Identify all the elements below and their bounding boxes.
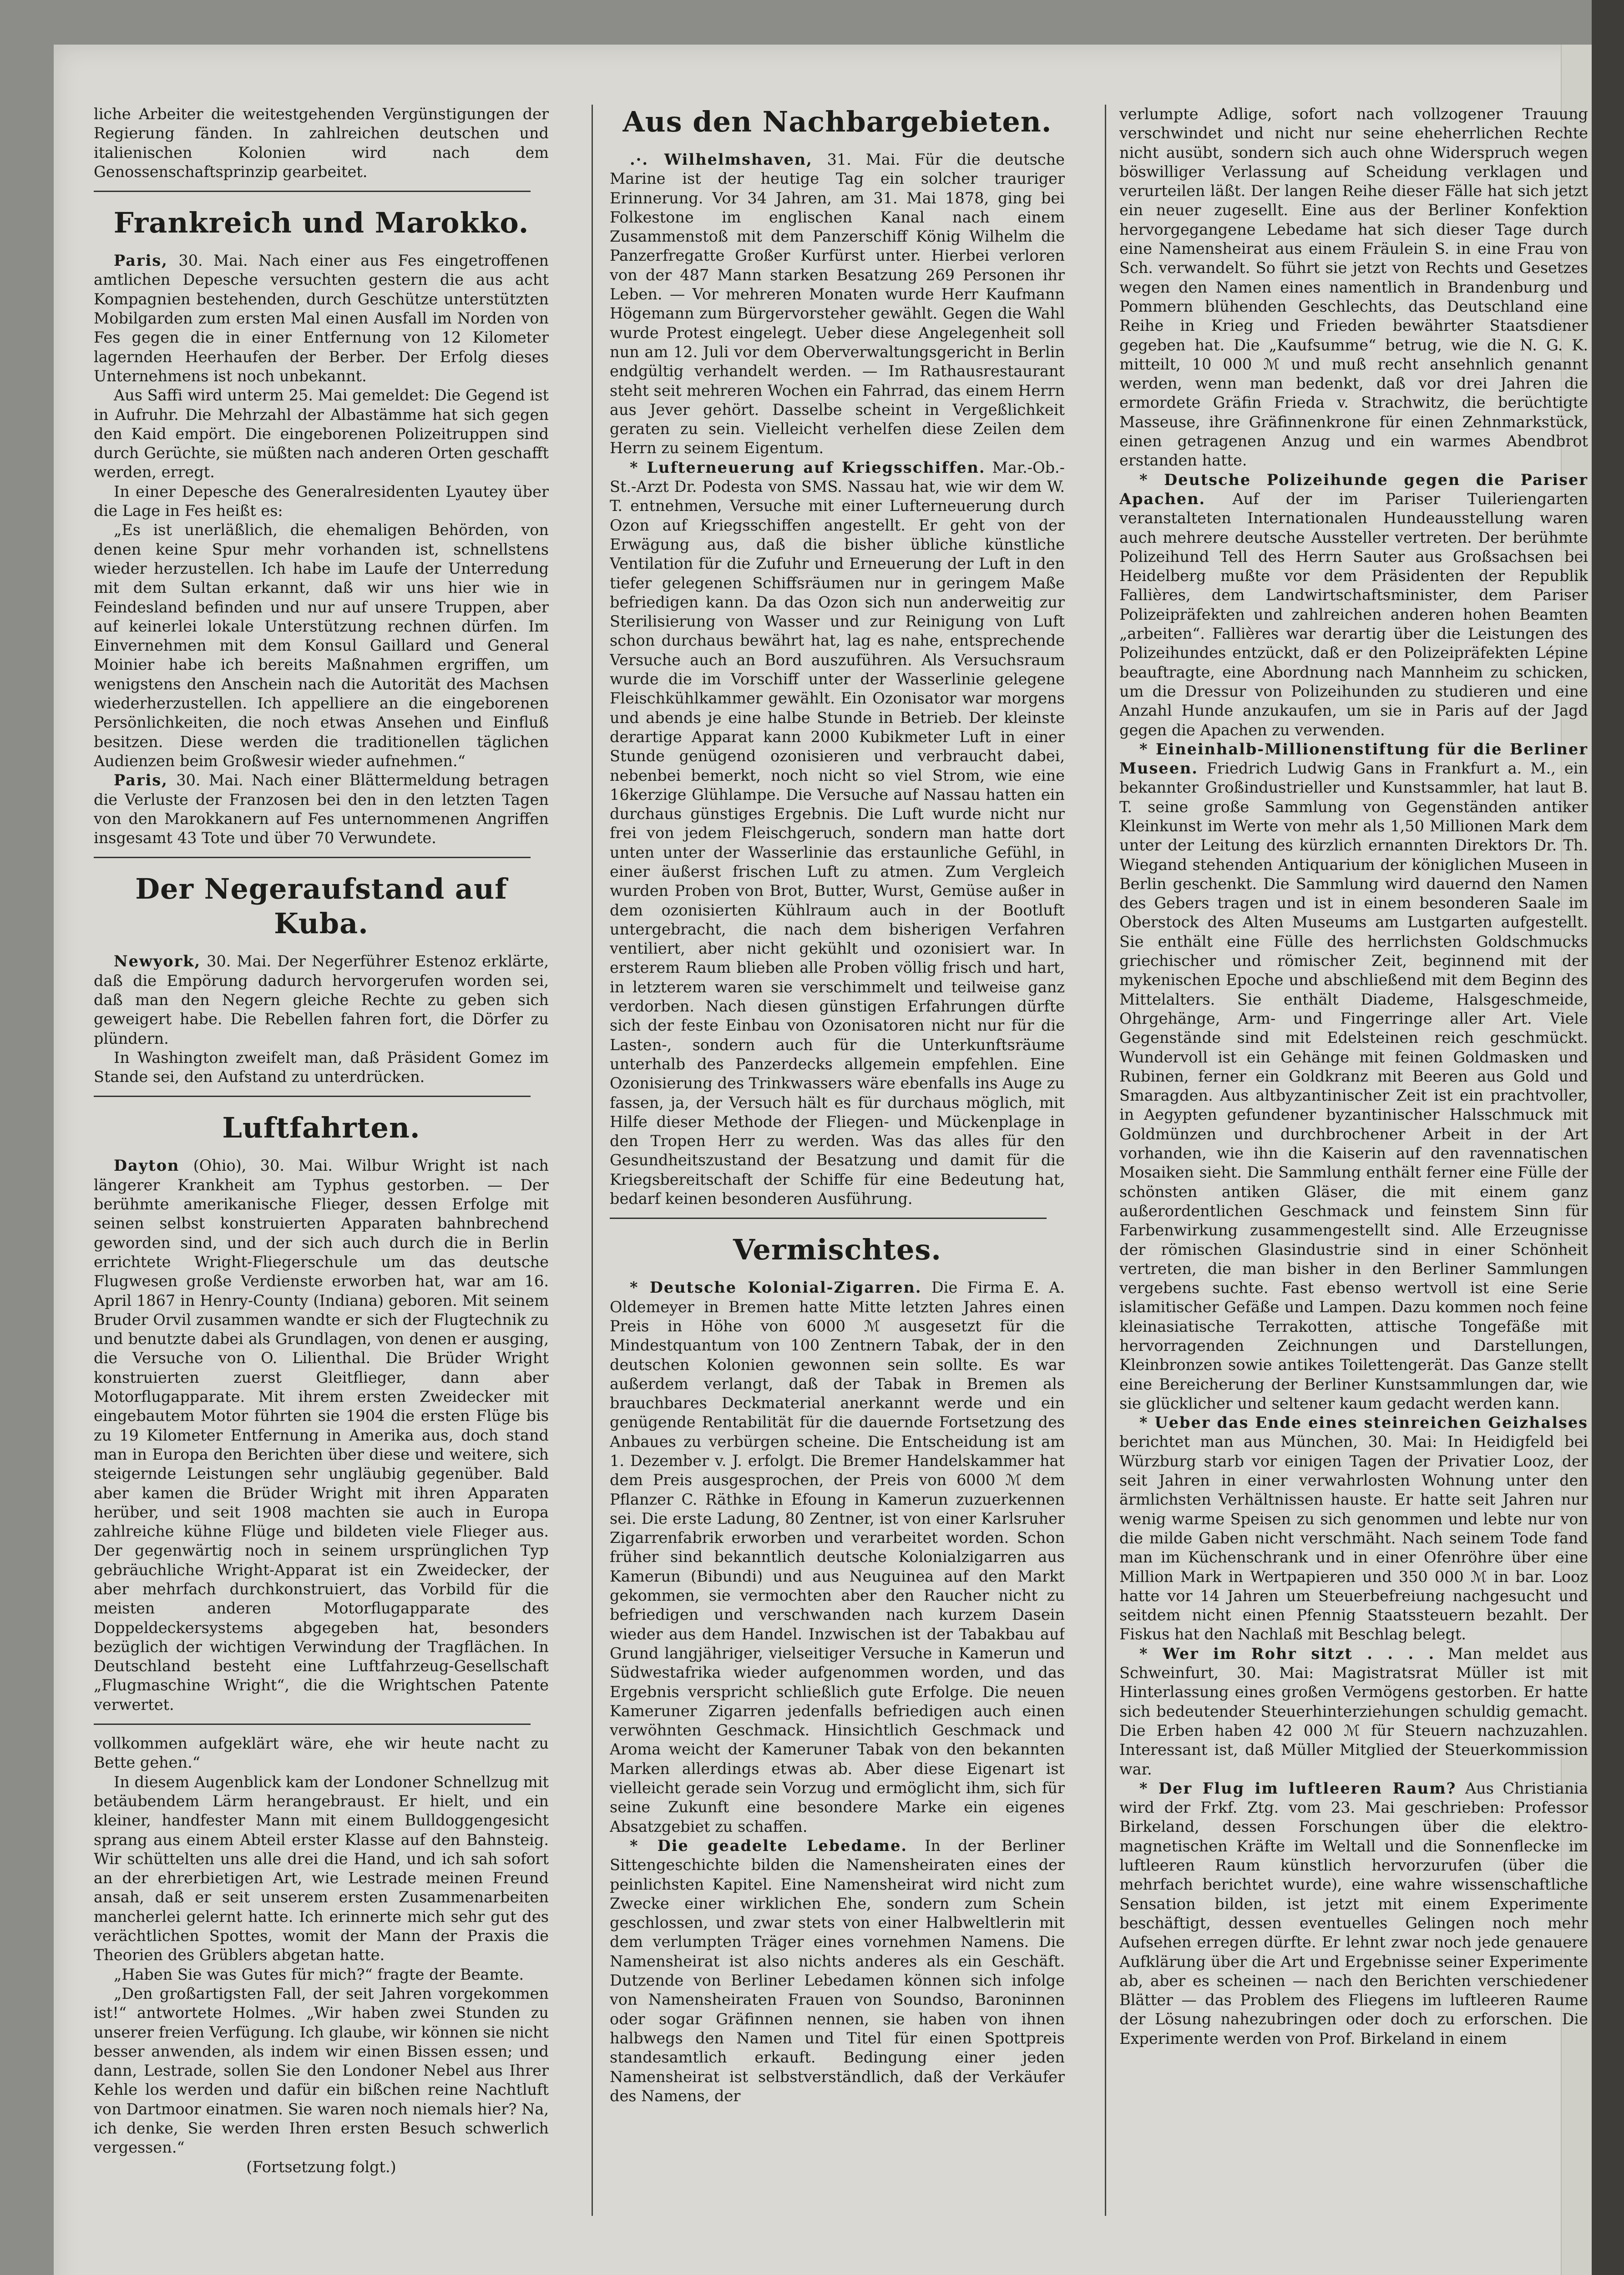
serial-paragraph: „Den großartigsten Fall, der seit Jahren vorgekommen ist!“ antwortete Holmes. „Wir haben zwei Stunden zu unserer freien Verfügung. Ich glaube, wir können sie nicht besser anwenden, als indem wir einen Bissen essen; und dann, Lestrade, sollen Sie den Londoner Nebel aus Ihrer Kehle los werden und dafür ein bißchen reine Nachtluft von Dartmoor einatmen. Sie waren noch niemals hier? Na, ich denke, Sie werden Ihren ersten Besuch schwerlich vergessen.“ — [94, 1984, 549, 2157]
paragraph-text: 30. Mai. Nach einer Blättermeldung betragen die Verluste der Franzosen bei den in den letzten Tagen von den Marokkanern auf Fes unternommenen Angriffen insgesamt 43 Tote und über 70 Verwundete. — [94, 771, 549, 847]
paragraph-text: Auf der im Pariser Tuileriengarten veranstalteten Internationalen Hundeausstellung waren auch mehrere deutsche Aussteller vertreten. Der berühmte Polizeihund Tell des Herrn Sauter aus Großsachsen bei Heidelberg mußte vor dem Präsidenten der Republik Fallières, dem Landwirtschaftsminister, dem Pariser Polizeipräfekten und zahlreichen anderen hohen Beamten „arbeiten“. Fallières war derartig über die Leistungen des Polizeihundes entzückt, daß er den Polizeipräfekten Lépine beauftragte, eine Abordnung nach Mannheim zu schicken, um die Dressur von Polizeihunden zu studieren und eine Anzahl Hunde anzukaufen, um sie in Paris auf der Jagd gegen die Apachen zu verwenden. — [1119, 490, 1588, 739]
intro-text: liche Arbeiter die weitestgehenden Vergünstigungen der Regierung fänden. In zahlreichen deutschen und italienischen Kolonien wird nach dem Genossenschaftsprinzip gearbeitet. — [94, 105, 549, 181]
article-paragraph — [610, 458, 1065, 1209]
scan-border — [1592, 0, 1624, 2275]
dateline: Paris, — [114, 252, 168, 270]
item-title: * Deutsche Polizeihunde gegen die Pariser Apachen. — [1119, 470, 1588, 508]
article-paragraph — [94, 251, 549, 386]
headline-kuba: Der Negeraufstand auf Kuba. — [135, 872, 507, 940]
item-title: * Ueber das Ende eines steinreichen Geizhalses — [1139, 1414, 1588, 1432]
paragraph-text: Man meldet aus Schweinfurt, 30. Mai: Magistratsrat Müller ist mit Hinterlassung eines großen Vermögens gestorben. Er hatte sich bedeutender Steuerhinterziehungen schuldig gemacht. Die Erben haben 42 000 ℳ für Steuern nachzuzahlen. Interessant ist, daß Müller Mitglied der Steuerkommission war. — [1119, 1644, 1588, 1778]
headline-frankreich: Frankreich und Marokko. — [113, 206, 529, 240]
item-title: * Eineinhalb-Millionenstiftung für die Berliner Museen. — [1119, 740, 1588, 778]
article-paragraph — [1119, 740, 1588, 1413]
column-1 — [94, 105, 549, 2261]
paragraph-text: berichtet man aus München, 30. Mai: In Heidigfeld bei Würzburg starb vor einigen Tagen der Privatier Looz, der seit Jahren in einer verwahrlosten Wohnung unter den ärmlichsten Verhältnissen hauste. Er hatte seit Jahren nur wenig warme Speisen zu sich genommen und lebte nur von die milde Gaben nicht verschmäht. Nach seinem Tode fand man im Küchenschrank und in einer Ofenröhre über eine Million Mark in Wertpapieren und 350 000 ℳ in bar. Looz hatte vor 14 Jahren um Steuerbefreiung nachgesucht und seitdem nicht einen Pfennig Staatssteuern bezahlt. Der Fiskus hat den Nachlaß mit Beschlag belegt. — [1119, 1433, 1588, 1643]
article-paragraph: In einer Depesche des Generalresidenten Lyautey über die Lage in Fes heißt es: — [94, 482, 549, 520]
paragraph-text: (Ohio), 30. Mai. Wilbur Wright ist nach längerer Krankheit am Typhus gestorben. — Der berühmte amerikanische Flieger, dessen Erfolge mit seinen selbst konstruierten Apparaten bahnbrechend geworden sind, und der sich auch durch die in Berlin errichtete Wright-Fliegerschule um das deutsche Flugwesen große Verdienste erworben hat, war am 16. April 1867 in Henry-County (Indiana) geboren. Mit seinem Bruder Orvil zusammen wandte er sich der Flugtechnik zu und benutzte dabei als Grundlagen, von denen er ausging, die Versuche von O. Lilienthal. Die Brüder Wright konstruierten zuerst Gleitflieger, dann aber Motorflugapparate. Mit ihrem ersten Zweidecker mit eingebautem Motor führten sie 1904 die ersten Flüge bis zu 19 Kilometer Entfernung in Amerika aus, doch stand man in Europa den Berichten über diese und weitere, sich steigernde Leistungen sehr ungläubig gegenüber. Bald aber kamen die Brüder Wright mit ihren Apparaten herüber, und seit 1908 machten sie auch in Europa zahlreiche kühne Flüge und bildeten viele Flieger aus. Der gegenwärtig noch in seinem ursprünglichen Typ gebräuchliche Wright-Apparat ist ein Zweidecker, der aber mehrfach durchkonstruiert, das Vorbild für die meisten anderen Motorflugapparate des Doppeldeckersystems abgegeben hat, besonders bezüglich der wichtigen Verwindung der Tragflächen. In Deutschland besteht eine Luftfahrzeug-Gesellschaft „Flugmaschine Wright“, die die Wrightschen Patente verwertet. — [94, 1157, 549, 1714]
dateline: Paris, — [114, 771, 168, 789]
serial-continuation-note: (Fortsetzung folgt.) — [246, 2158, 396, 2176]
section-rule — [94, 1724, 531, 1725]
paragraph-text: 31. Mai. Für die deutsche Marine ist der heutige Tag ein solcher trauriger Erinnerung. Vor 34 Jahren, am 31. Mai 1878, ging bei Folkestone im englischen Kanal nach einem Zusammenstoß mit dem Panzerschiff König Wilhelm die Panzerfregatte Großer Kurfürst unter. Hierbei verloren von der 487 Mann starken Besatzung 269 Personen ihr Leben. — Vor mehreren Monaten wurde Herr Kaufmann Högemann zum Bürgervorsteher gewählt. Gegen die Wahl wurde Protest eingelegt. Ueber diese Angelegenheit soll nun am 12. Juli vor dem Oberverwaltungsgericht in Berlin endgültig verhandelt werden. — Im Rathausrestaurant steht seit mehreren Wochen ein Fahrrad, das einem Herrn aus Jever gehört. Dasselbe scheint in Vergeßlichkeit geraten zu sein. Vielleicht verhelfen diese Zeilen dem Herrn zu seinem Eigentum. — [610, 151, 1065, 457]
paragraph-text: 30. Mai. Nach einer aus Fes eingetroffenen amtlichen Depesche versuchten gestern die aus acht Kompagnien bestehenden, durch Geschütze unterstützten Mobilgarden zum ersten Mal einen Ausfall im Norden von Fes gegen die in einer Entfernung von 12 Kilometer lagernden Heerhaufen der Berber. Der Erfolg dieses Unternehmens ist noch unbekannt. — [94, 252, 549, 385]
column-divider — [1105, 105, 1106, 2216]
column-divider — [592, 105, 593, 2216]
dateline: .·. Wilhelmshaven, — [630, 151, 813, 168]
item-title: * Der Flug im luftleeren Raum? — [1139, 1779, 1457, 1797]
article-paragraph: „Es ist unerläßlich, die ehemaligen Behörden, von denen keine Spur mehr vorhanden ist, schnellstens wieder herzustellen. Ich habe im Laufe der Unterredung mit dem Sultan erkannt, daß wir uns hier wie in Feindesland befinden und nur auf unsere Truppen, aber auf keinerlei lokale Unterstützung rechnen dürfen. Im Einvernehmen mit dem Konsul Gaillard und General Moinier habe ich bereits Maßnahmen ergriffen, um wenigstens den Anschein nach die Autorität des Machsen wiederherzustellen. Ich appelliere an die eingeborenen Persönlichkeiten, die noch etwas Ansehen und Einfluß besitzen. Diese werden die traditionellen täglichen Audienzen beim Großwesir wieder aufnehmen.“ — [94, 521, 549, 770]
article-paragraph — [1119, 1644, 1588, 1779]
paragraph-text: Friedrich Ludwig Gans in Frankfurt a. M., ein bekannter Großindustrieller und Kunstsammler, hat laut B. T. seine große Sammlung von Gegenständen antiker Kleinkunst im Werte von mehr als 1,50 Millionen Mark dem unter der Leitung des kürzlich ernannten Direktors Dr. Th. Wiegand stehenden Antiquarium der königlichen Museen in Berlin geschenkt. Die Sammlung wird dauernd den Namen des Gebers tragen und ist in einem besonderen Saale im Oberstock des Alten Museums am Lustgarten aufgestellt. Sie enthält eine Fülle des herrlichsten Goldschmucks griechischer und römischer Zeit, beginnend mit der mykenischen Epoche und abschließend mit dem Beginn des Mittelalters. Sie enthält Diademe, Halsgeschmeide, Ohrgehänge, Arm- und Fingerringe aller Art. Viele Gegenstände sind mit Edelsteinen reich geschmückt. Wundervoll ist ein Gehänge mit feinen Goldmasken und Rubinen, ferner ein Goldkranz mit Beeren aus Gold und Smaragden. Aus altbyzantinischer Zeit ist ein prachtvoller, in Aegypten gefundener byzantinischer Halsschmuck mit Goldmünzen und durchbrochener Arbeit in der Art vorhanden, wie ihn die Kaiserin auf den ravennatischen Mosaiken sieht. Die Sammlung enthält ferner eine Fülle der schönsten antiken Gläser, die mit einem ganz außerordentlichen Geschmack und feinstem Sinn für Farbenwirkung zusammengestellt sind. Alle Erzeugnisse der römischen Glasindustrie sind in einer Schönheit vertreten, die man bisher in den Berliner Sammlungen vergebens suchte. Fast ebenso wertvoll ist eine Serie islamitischer Gefäße und Lampen. Dazu kommen noch feine kleinasiatische Terrakotten, attische Tongefäße mit hervorragenden Zeichnungen und Darstellungen, Kleinbronzen sowie antikes Toilettengerät. Das Ganze stellt eine Bereicherung der Berliner Kunstsammlungen dar, wie sie glücklicher und seltener kaum gedacht werden kann. — [1119, 759, 1588, 1412]
item-title: * Die geadelte Lebedame. — [630, 1836, 908, 1855]
paragraph-text: Aus Christiania wird der Frkf. Ztg. vom 23. Mai geschrieben: Professor Birkeland, dessen Forschungen über die elektro-magnetischen Kräfte im Weltall und die Sonnenflecke im luftleeren Raum künstlich hervorzurufen (über die mehrfach berichtet wurde), eine wahre wissenschaftliche Sensation bilden, ist jetzt mit einem Experimente beschäftigt, dessen eventuelles Gelingen noch mehr Aufsehen erregen dürfte. Er lehnt zwar noch jede genauere Aufklärung über die Art und Ergebnisse seiner Experimente ab, aber es scheinen — nach den Berichten verschiedener Blätter — das Problem des Fliegens im luftleeren Raume der Lösung nahezubringen oder doch zu erforschen. Die Experimente werden von Prof. Birkeland in einem — [1119, 1779, 1588, 2048]
paragraph-text: Mar.-Ob.-St.-Arzt Dr. Podesta von SMS. Nassau hat, wie wir dem W. T. entnehmen, Versuche mit einer Lufterneuerung durch Ozon auf Kriegsschiffen angestellt. Er geht von der Erwägung aus, daß die bisher übliche künstliche Ventilation für die Zufuhr und Erneuerung der Luft in den tiefer gelegenen Schiffsräumen nur in geringem Maße befriedigen kann. Da das Ozon sich nun anderweitig zur Sterilisierung von Wasser und zur Reinigung von Luft schon durchaus bewährt hat, lag es nahe, entsprechende Versuche auch an Bord auszuführen. Als Versuchsraum wurde die im Vorschiff unter der Wasserlinie gelegene Fleischkühlkammer gewählt. Ein Ozonisator war morgens und abends je eine halbe Stunde in Betrieb. Der kleinste derartige Apparat kann 2000 Kubikmeter Luft in einer Stunde genügend ozonisieren und verbraucht dabei, nebenbei bemerkt, noch nicht so viel Strom, wie eine 16kerzige Glühlampe. Die Versuche auf Nassau hatten ein durchaus günstiges Ergebnis. Die Luft wurde nicht nur frei von jedem Fleischgeruch, sondern man hatte dort unten unter der Wasserlinie das erstaunliche Gefühl, in einer äußerst frischen Luft zu atmen. Zum Vergleich wurden Proben von Brot, Butter, Wurst, Gemüse außer in dem ozonisierten Kühlraum auch in der Bootluft untergebracht, die nach dem bisherigen Verfahren ventiliert, aber nicht gekühlt und ozonisiert war. In ersterem Raum blieben alle Proben völlig frisch und hart, in letzterem waren sie verschimmelt und teilweise ganz verdorben. Nach diesen günstigen Erfahrungen dürfte sich der feste Einbau von Ozonisatoren nicht nur für die Lasten-, sondern auch für die Unterkunftsräume unterhalb des Panzerdecks allgemein empfehlen. Eine Ozonisierung des Trinkwassers wäre ebenfalls ins Auge zu fassen, ja, der Versuch hält es für durchaus möglich, mit Hilfe dieser Methode der Fliegen- und Mückenplage in den Tropen Herr zu werden. Was das alles für den Gesundheitszustand der Besatzung und damit für die Kriegsbereitschaft der Schiffe für eine Bedeutung hat, bedarf keinen besonderen Ausführung. — [610, 458, 1065, 1208]
article-paragraph: In Washington zweifelt man, daß Präsident Gomez im Stande sei, den Aufstand zu unterdrücken. — [94, 1048, 549, 1086]
item-title: * Wer im Rohr sitzt . . . . — [1139, 1644, 1435, 1663]
article-paragraph: verlumpte Adlige, sofort nach vollzogener Trauung verschwindet und nicht nur seine eheherrlichen Rechte nicht ausübt, sondern sich auch ohne Widerspruch wegen böswilliger Verlassung auf Scheidung verklagen und verurteilen läßt. Der langen Reihe dieser Fälle hat sich jetzt ein neuer zugesellt. Eine aus der Berliner Konfektion hervorgegangene Lebedame hat sich dieser Tage durch eine Namensheirat aus einem Fräulein S. in eine Frau von Sch. verwandelt. So führt sie jetzt von Rechts und Gesetzes wegen den Namen eines namentlich in Brandenburg und Pommern blühenden Geschlechts, das Deutschland eine Reihe in Krieg und Frieden bewährter Staatsdiener gegeben hat. Die „Kaufsumme“ betrug, wie die N. G. K. mitteilt, 10 000 ℳ und muß recht ansehnlich genannt werden, wenn man bedenkt, daß vor drei Jahren die ermordete Gräfin Frieda v. Strachwitz, die berüchtigte Masseuse, ihre Gräfinnenkrone für einen Zehnmarkstück, einen getragenen Anzug und ein warmes Abendbrot erstanden hatte. — [1119, 105, 1588, 470]
serial-paragraph: vollkommen aufgeklärt wäre, ehe wir heute nacht zu Bette gehen.“ — [94, 1734, 549, 1772]
item-title: * Deutsche Kolonial-Zigarren. — [630, 1279, 922, 1297]
dateline: Newyork, — [114, 952, 201, 971]
headline-luftfahrten: Luftfahrten. — [222, 1111, 420, 1145]
article-paragraph — [1119, 1413, 1588, 1644]
section-rule — [610, 1218, 1047, 1219]
article-paragraph — [94, 771, 549, 848]
section-rule — [94, 191, 531, 192]
paragraph-text: In der Berliner Sittengeschichte bilden die Namensheiraten eines der peinlichsten Kapitel. Eine Namensheirat wird nicht zum Zwecke einer wirklichen Ehe, sondern zum Schein geschlossen, und zwar stets von einer Halbweltlerin mit dem verlumpten Träger eines vornehmen Namens. Die Namensheirat ist also nichts anderes als ein Geschäft. Dutzende von Berliner Lebedamen können sich infolge von Namensheiraten Frauen von Soundso, Baroninnen oder sogar Gräfinnen nennen, sie haben von ihnen halbwegs den Namen und Titel für einen Spottpreis standesamtlich erkauft. Bedingung einer jeden Namensheirat ist selbstverständlich, daß der Verkäufer des Namens, der — [610, 1836, 1065, 2105]
headline-vermischtes: Vermischtes. — [733, 1233, 941, 1267]
article-paragraph — [1119, 1779, 1588, 2048]
article-paragraph — [610, 150, 1065, 458]
column-2 — [610, 105, 1065, 2261]
section-rule — [94, 857, 531, 858]
dateline: Dayton — [114, 1157, 180, 1175]
article-paragraph — [94, 952, 549, 1048]
column-3 — [1119, 105, 1588, 2261]
article-paragraph — [610, 1278, 1065, 1836]
article-paragraph — [1119, 470, 1588, 740]
paragraph-text: Die Firma E. A. Oldemeyer in Bremen hatte Mitte letzten Jahres einen Preis in Höhe von 6000 ℳ ausgesetzt für die Mindestquantum von 100 Zentnern Tabak, der in den deutschen Kolonien gewonnen sein sollte. Es war außerdem verlangt, daß der Tabak in Bremen als brauchbares Deckmaterial anerkannt werde und ein genügende Rentabilität für die dauernde Fortsetzung des Anbaues zu verbürgen scheine. Die Entscheidung ist am 1. Dezember v. J. erfolgt. Die Bremer Handelskammer hat dem Preis ausgesprochen, der Preis von 6000 ℳ dem Pflanzer C. Räthke in Efoung in Kamerun zuzuerkennen sei. Die erste Ladung, 80 Zentner, ist von einer Karlsruher Zigarrenfabrik erworben und verarbeitet worden. Schon früher sind bekanntlich deutsche Kolonialzigarren aus Kamerun (Bibundi) und aus Neuguinea auf den Markt gekommen, sie vermochten aber den Raucher nicht zu befriedigen und verschwanden nach kurzem Dasein wieder aus dem Handel. Inzwischen ist der Tabakbau auf Grund langjähriger, vielseitiger Versuche in Kamerun und Südwestafrika wieder aufgenommen worden, und das Ergebnis verspricht schließlich gute Erfolge. Die neuen Kameruner Zigarren jedenfalls befriedigen auch einen verwöhnten Geschmack. Hinsichtlich Geschmack und Aroma weicht der Kameruner Tabak von den bekannten Marken allerdings etwas ab. Aber diese Eigenart ist vielleicht gerade sein Vorzug und ermöglicht ihm, sich für seine Zukunft eine besondere Marke ein eigenes Absatzgebiet zu schaffen. — [610, 1279, 1065, 1835]
article-paragraph — [610, 1836, 1065, 2106]
section-rule — [94, 1096, 531, 1097]
headline-nachbargebiete: Aus den Nachbargebieten. — [622, 105, 1052, 138]
serial-paragraph: „Haben Sie was Gutes für mich?“ fragte der Beamte. — [114, 1965, 524, 1983]
serial-paragraph: In diesem Augenblick kam der Londoner Schnellzug mit betäubendem Lärm herangebraust. Er hielt, und ein kleiner, handfester Mann mit einem Bulldoggengesicht sprang aus einem Abteil erster Klasse auf den Bahnsteig. Wir schüttelten uns alle drei die Hand, und ich sah sofort an der ehrerbietigen Art, wie Lestrade meinen Freund ansah, daß er seit unserem ersten Zusammenarbeiten mancherlei gelernt hatte. Ich erinnerte mich sehr gut des verächtlichen Spottes, womit der Mann der Praxis die Theorien des Grüblers abgetan hatte. — [94, 1773, 549, 1964]
article-paragraph — [94, 1156, 549, 1714]
item-title: * Lufterneuerung auf Kriegsschiffen. — [630, 458, 986, 476]
article-paragraph: Aus Saffi wird unterm 25. Mai gemeldet: Die Gegend ist in Aufruhr. Die Mehrzahl der Albastämme hat sich gegen den Kaid empört. Die eingeborenen Polizeitruppen sind durch Gerüchte, sie müßten nach anderen Orten geschafft werden, erregt. — [94, 386, 549, 481]
paragraph-text: 30. Mai. Der Negerführer Estenoz erklärte, daß die Empörung dadurch hervorgerufen worden sei, daß man den Negern gleiche Rechte zu geben sich geweigert habe. Die Rebellen fahren fort, die Dörfer zu plündern. — [94, 952, 549, 1047]
